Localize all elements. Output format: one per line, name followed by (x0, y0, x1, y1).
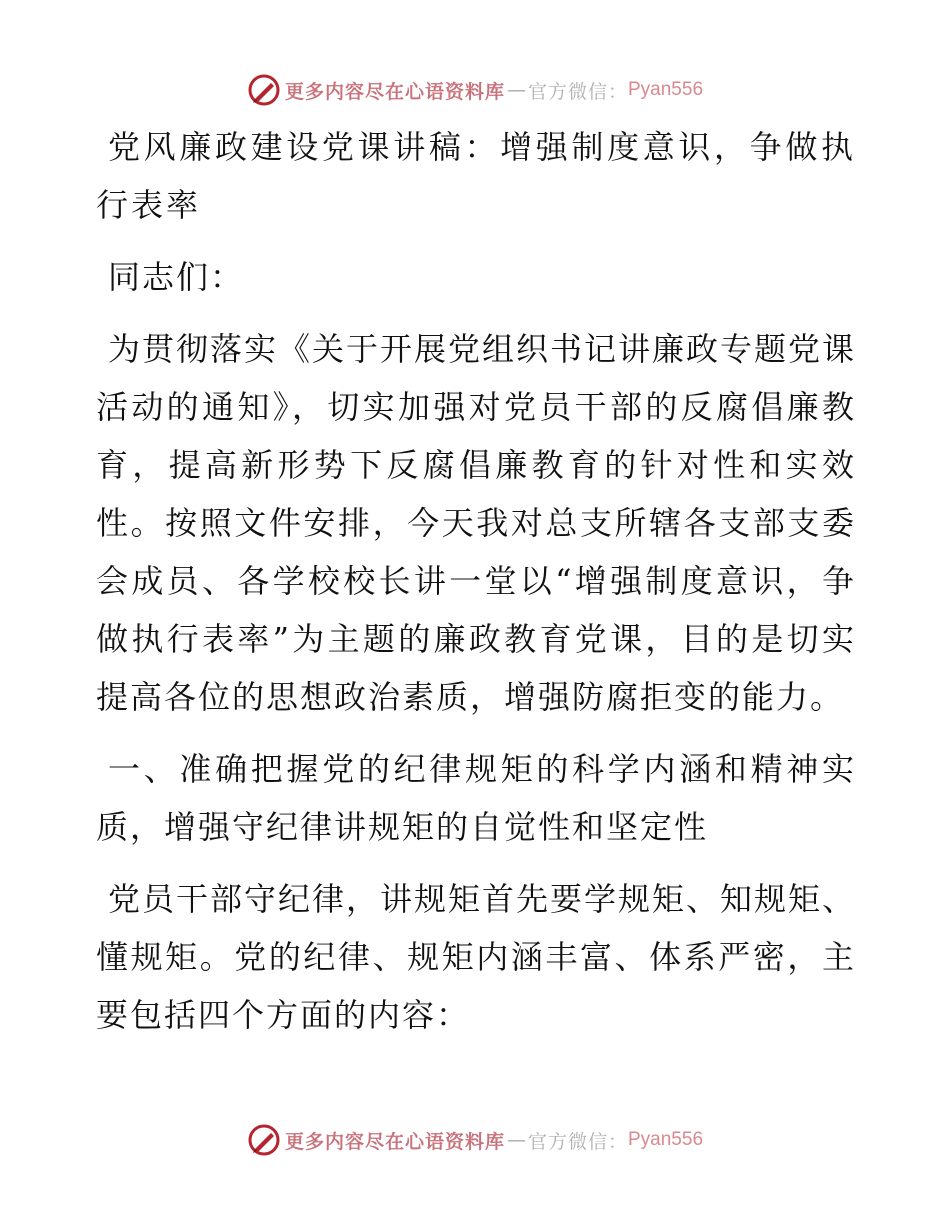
watermark-main-text: 更多内容尽在心语资料库 (284, 1130, 505, 1153)
document-title: 党风廉政建设党课讲稿：增强制度意识，争做执行表率 (96, 128, 856, 224)
watermark-footer (0, 1120, 950, 1160)
salutation: 同志们： (108, 258, 245, 296)
section-1-heading: 一、准确把握党的纪律规矩的科学内涵和精神实质，增强守纪律讲规矩的自觉性和坚定性 (96, 750, 856, 846)
watermark-wechat-label: 官方微信： (527, 1130, 628, 1153)
pen-logo-icon (247, 73, 281, 107)
pen-logo-icon (247, 1123, 281, 1157)
watermark-header (0, 70, 950, 110)
watermark-wechat-id: Pyan556 (628, 1129, 704, 1150)
document-body (96, 118, 856, 1058)
watermark-wechat-label: 官方微信： (527, 80, 628, 103)
section-1-body: 党员干部守纪律，讲规矩首先要学规矩、知规矩、懂规矩。党的纪律、规矩内涵丰富、体系严密，主要包括四个方面的内容： (96, 880, 857, 1034)
watermark-wechat-id: Pyan556 (628, 79, 704, 100)
watermark-main-text: 更多内容尽在心语资料库 (284, 80, 505, 103)
intro-paragraph: 为贯彻落实《关于开展党组织书记讲廉政专题党课活动的通知》，切实加强对党员干部的反腐倡廉教育，提高新形势下反腐倡廉教育的针对性和实效性。按照文件安排，今天我对总支所辖各支部支委会成员、各学校校长讲一堂以“增强制度意识，争做执行表率”为主题的廉政教育党课，目的是切实提高各位的思想政治素质，增强防腐拒变的能力。 (96, 330, 857, 716)
watermark-dash: — (506, 1129, 526, 1151)
watermark-dash: — (506, 79, 526, 101)
